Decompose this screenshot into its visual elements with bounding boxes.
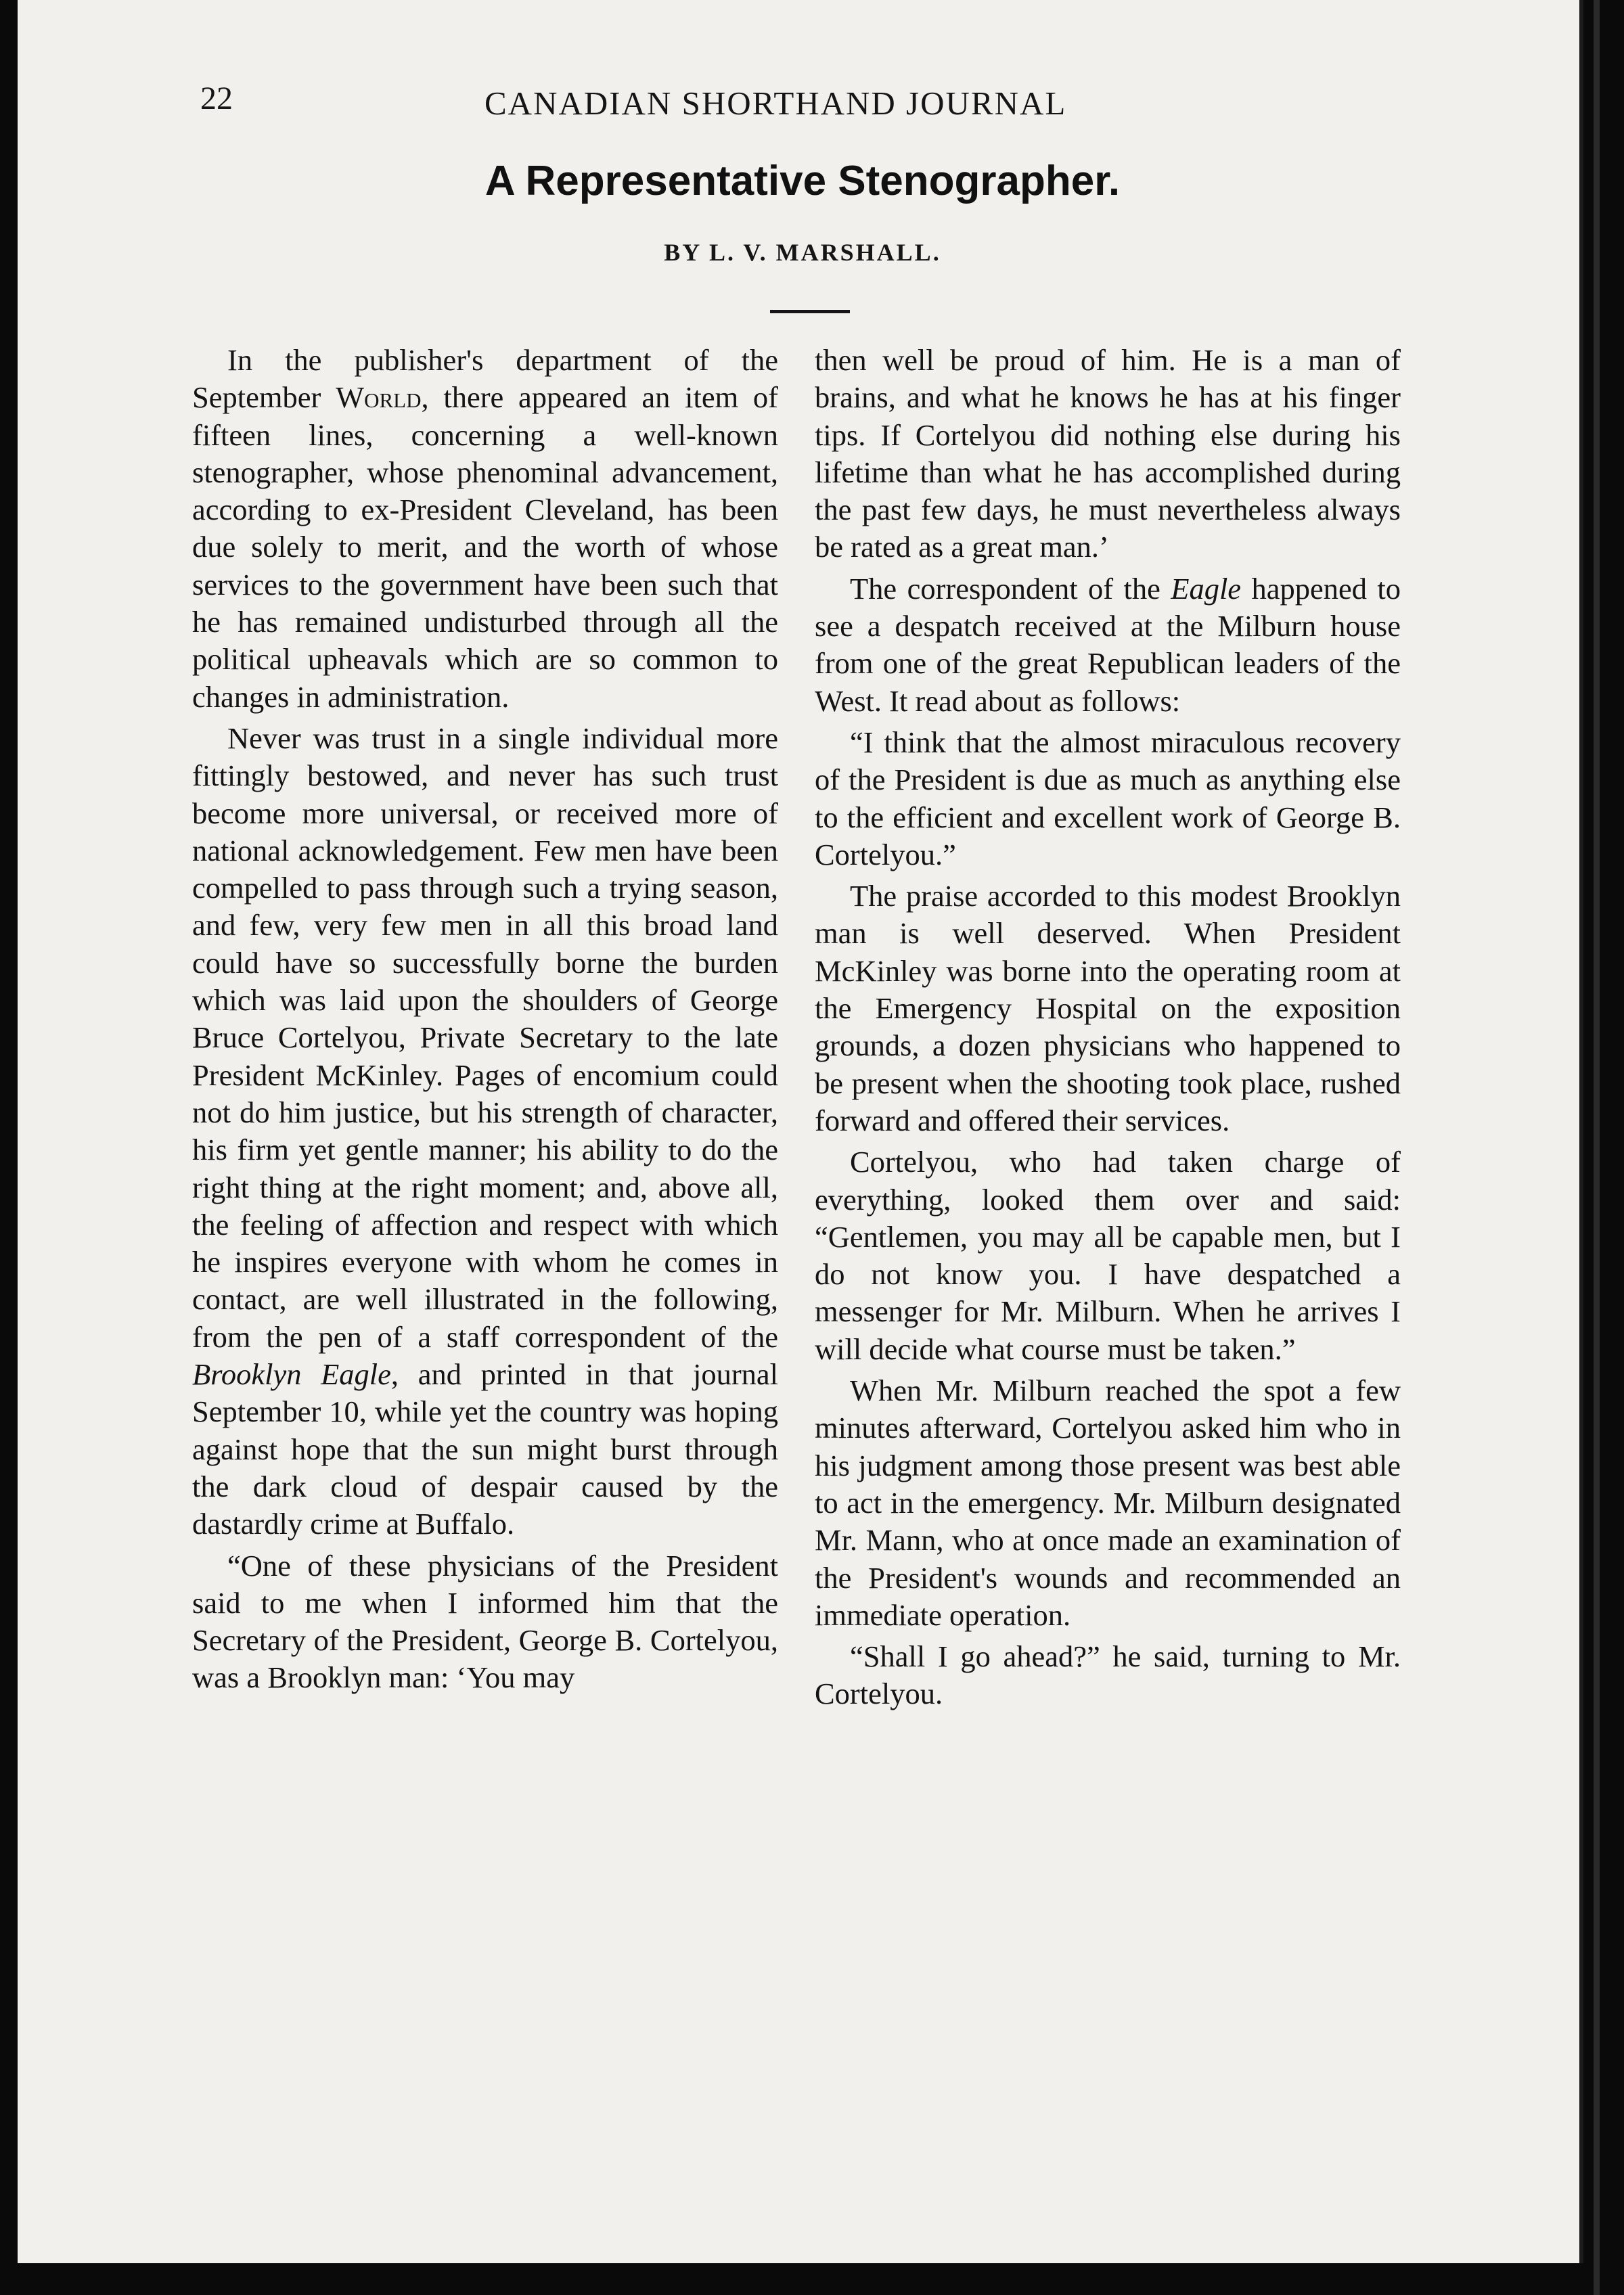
paragraph: “Shall I go ahead?” he said, turning to Mr. Cortelyou. <box>815 1639 1401 1711</box>
article-byline: BY L. V. MARSHALL. <box>664 239 941 266</box>
newspaper-name: Brooklyn Eagle <box>192 1357 391 1392</box>
paragraph: The correspondent of the Eagle happened to see a despatch received at the Milburn house from one of the great Republican leaders of the West. It read about as follows: <box>815 571 1401 718</box>
page-number: 22 <box>200 81 233 116</box>
paragraph: Never was trust in a single individual more fittingly bestowed, and never has such trust become more universal, or received more of national acknowledgement. Few men have been compelled to pass through such a trying season, and few, very few men in all this broad land could have so successfully borne the burden which was laid upon the shoulders of George Bruce Cortelyou, Private Secretary to the late President McKinley. Pages of encomium could not do him justice, but his strength of character, his firm yet gentle manner; his ability to do the right thing at the right moment; and, above all, the feeling of affection and respect with which he inspires everyone with whom he comes in contact, are well illustrated in the following, from the pen of a staff correspondent of the Brooklyn Eagle, and printed in that journal September 10, while yet the country was hoping against hope that the sun might burst through the dark cloud of despair caused by the dastardly crime at Buffalo. <box>192 721 779 1541</box>
running-head: CANADIAN SHORTHAND JOURNAL <box>484 85 1067 122</box>
paragraph: The praise accorded to this modest Brooklyn man is well deserved. When President McKinley was borne into the operating room at the Emergency Hospital on the exposition grounds, a dozen physicians who happened to be present when the shooting took place, rushed forward and offered their services. <box>815 879 1401 1137</box>
left-column <box>192 342 778 1697</box>
article-title: A Representative Stenographer. <box>484 158 1121 204</box>
paragraph: “I think that the almost miraculous recovery of the President is due as much as anything else to the efficient and excellent work of George B. Cortelyou.” <box>815 725 1401 871</box>
paragraph: “One of these physicians of the President said to me when I informed him that the Secretary of the President, George B. Cortelyou, was a Brooklyn man: ‘You may <box>192 1548 778 1695</box>
paragraph: then well be proud of him. He is a man of brains, and what he knows he has at his finger tips. If Cortelyou did nothing else during his lifetime than what he has accomplished during the past few days, he must nevertheless always be rated as a great man.’ <box>815 343 1401 564</box>
right-column <box>815 342 1401 1713</box>
paragraph: In the publisher's department of the September World, there appeared an item of fifteen lines, concerning a well-known stenographer, whose phenominal advancement, according to ex-President Cleveland, has been due solely to merit, and the worth of whose services to the government have been such that he has remained undisturbed through all the political upheavals which are so common to changes in administration. <box>192 343 778 714</box>
newspaper-name: Eagle <box>1171 571 1242 606</box>
paragraph: When Mr. Milburn reached the spot a few minutes afterward, Cortelyou asked him who in his judgment among those present was best able to act in the emergency. Mr. Milburn designated Mr. Mann, who at once made an examination of the President's wounds and recommended an immediate operation. <box>815 1373 1401 1632</box>
title-divider <box>770 310 850 313</box>
paragraph: Cortelyou, who had taken charge of everything, looked them over and said: “Gentlemen, you may all be capable men, but I do not know you. I have despatched a messenger for Mr. Milburn. When he arrives I will decide what course must be taken.” <box>815 1145 1401 1366</box>
world-magazine-name: World, <box>336 380 429 415</box>
journal-page <box>18 0 1583 2263</box>
page-edge-rule <box>1594 0 1600 2295</box>
